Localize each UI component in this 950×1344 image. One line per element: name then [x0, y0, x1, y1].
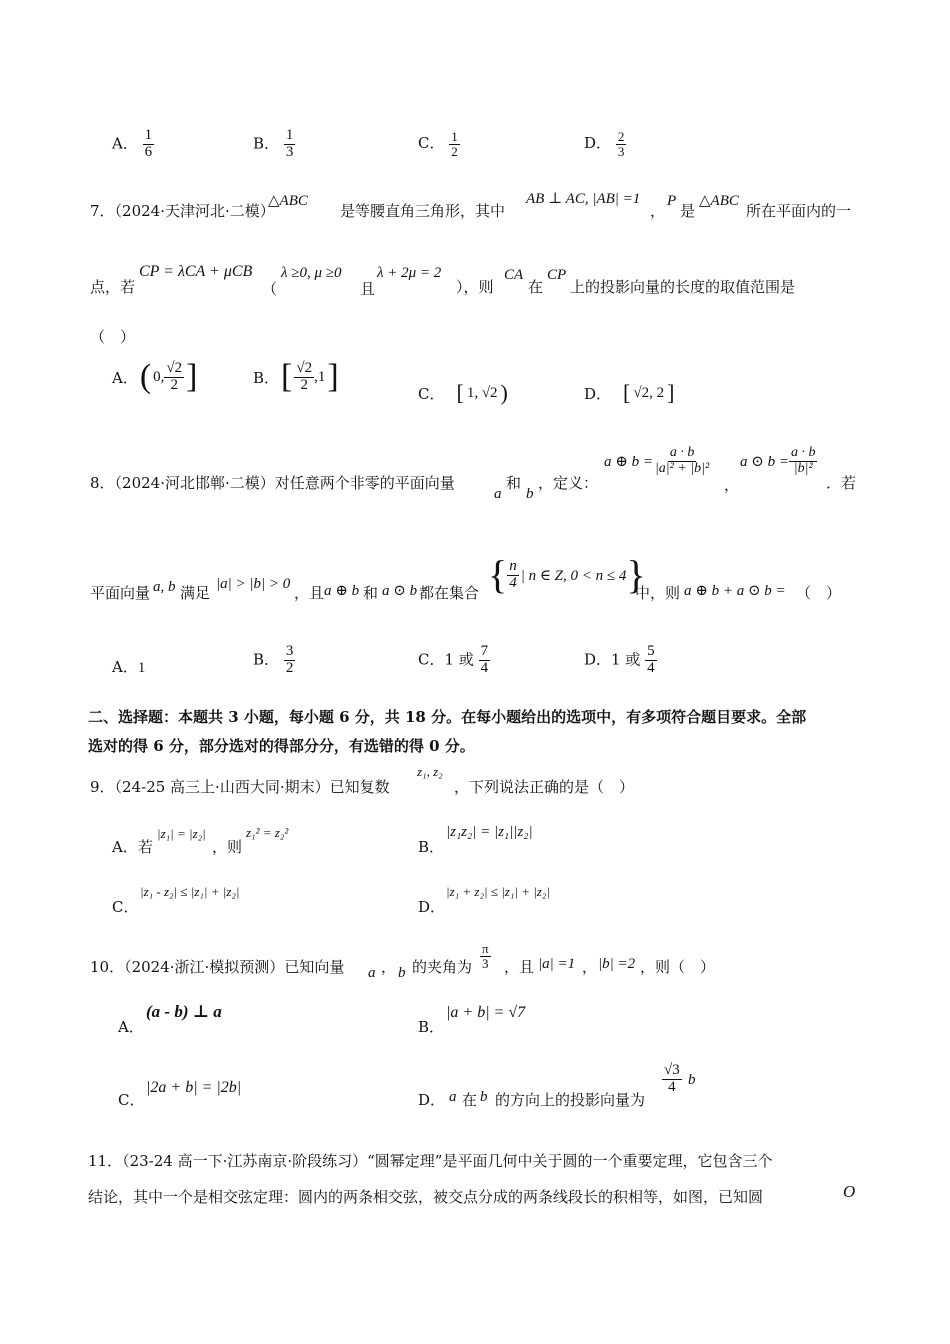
numerator: 3 — [285, 643, 294, 659]
q8-text: 和 — [506, 474, 522, 492]
denominator: 2 — [451, 143, 458, 159]
q7-text: 点，若 — [90, 278, 136, 296]
q9-option-a — [112, 836, 153, 857]
option-label: B． — [253, 134, 280, 153]
numerator: 2 — [617, 129, 625, 144]
q7-text: ），则 — [456, 278, 494, 296]
fraction — [507, 559, 519, 592]
q8-text: 和 — [363, 584, 379, 602]
numerator: 1 — [285, 127, 294, 143]
question-number: 7． — [90, 202, 115, 220]
q10-text: ，且 — [504, 958, 535, 976]
numerator: a · b — [790, 445, 816, 460]
q9-option-b — [418, 836, 444, 857]
option-label: C． — [418, 134, 445, 153]
angle-fraction — [480, 942, 491, 970]
fraction — [294, 361, 314, 394]
denominator: 4 — [668, 1078, 676, 1095]
answer-blank: （ ） — [796, 584, 842, 602]
fraction — [449, 130, 460, 158]
numerator: 1 — [451, 129, 458, 144]
denominator: 3 — [617, 143, 625, 159]
option-value: 0, — [153, 368, 165, 385]
option-label: D． — [418, 898, 446, 916]
denominator: 4 — [480, 659, 489, 676]
option-formula: |z₁ - z₂| ≤ |z₁| + |z₂| — [140, 884, 240, 899]
q6-option-b — [253, 128, 295, 161]
option-value: ,1 — [314, 368, 326, 385]
vector-b: b — [688, 1072, 696, 1088]
q9-text: 已知复数 — [329, 778, 390, 796]
q8-definition-odot — [740, 446, 817, 476]
left-brace: { — [488, 552, 508, 597]
triangle-abc: △ABC — [699, 193, 739, 209]
option-label: D． — [584, 650, 612, 669]
vector-b: b — [398, 965, 406, 981]
q9-option-d — [418, 896, 445, 917]
option-text: 的方向上的投影向量为 — [495, 1091, 646, 1109]
q7-text: ， — [650, 202, 666, 220]
numerator: 5 — [647, 643, 655, 659]
answer-blank: （ ） — [90, 328, 136, 346]
vector-b: b — [526, 486, 534, 502]
q8-text: 平面向量 — [90, 584, 151, 602]
numerator: 1 — [144, 127, 153, 143]
q7-option-a — [112, 360, 197, 394]
point-p: P — [667, 193, 677, 209]
q8-text: 满足 — [180, 584, 211, 602]
q10-text: ， — [582, 958, 598, 976]
q8-definition-oplus — [604, 446, 711, 476]
q6-option-c — [418, 130, 460, 158]
question-source: （24-25 高三上·山西大同·期末） — [114, 778, 330, 796]
numerator: π — [482, 941, 489, 956]
q8-line1 — [90, 472, 455, 493]
q8-set — [488, 552, 646, 597]
option-value: 1 或 — [444, 650, 474, 669]
option-formula: (a - b) ⊥ a — [146, 1002, 222, 1021]
q7-text: 所在平面内的一 — [746, 202, 852, 220]
option-label: B． — [418, 838, 445, 856]
q10-text: 的夹角为 — [412, 958, 473, 976]
q6-option-a — [112, 128, 154, 161]
question-number: 8． — [90, 474, 115, 492]
option-value: 1 — [137, 660, 146, 676]
q8-option-a — [112, 656, 145, 677]
option-value: 1, √2 — [466, 384, 498, 401]
q8-text: ．若 — [826, 474, 857, 492]
option-text: 若 — [137, 838, 153, 856]
option-formula: |2a + b| = |2b| — [146, 1079, 242, 1096]
option-label: A． — [112, 368, 138, 387]
fraction — [653, 446, 711, 476]
numerator: n — [509, 557, 517, 574]
q7-text: 且 — [360, 280, 376, 298]
vector-b: b — [480, 1089, 488, 1105]
fraction — [645, 644, 657, 677]
right-bracket: ] — [667, 380, 675, 405]
projection-fraction — [662, 1063, 682, 1096]
q11-line1: 11．（23-24 高一下·江苏南京·阶段练习）“圆幂定理”是平面几何中关于圆的一个重要定理，它包含三个 — [88, 1152, 773, 1170]
denominator: |a|² + |b|² — [654, 460, 710, 476]
q6-option-d — [584, 130, 626, 158]
q8-comma: ， — [724, 476, 740, 494]
q7-option-d — [584, 380, 674, 406]
q7-text: 是等腰直角三角形，其中 — [340, 202, 506, 220]
right-brace: } — [626, 552, 646, 597]
q7-condition: λ + 2μ = 2 — [377, 265, 442, 281]
q10-text: ， — [381, 958, 397, 976]
numerator: a · b — [669, 445, 695, 460]
q8-expression: a ⊕ b + a ⊙ b = — [684, 583, 786, 599]
fraction — [616, 130, 627, 158]
vector-a: a — [368, 965, 376, 981]
complex-z1-z2: z₁, z₂ — [417, 764, 443, 779]
q7-text: 上的投影向量的长度的取值范围是 — [570, 278, 796, 296]
q8-condition: |a| > |b| > 0 — [216, 576, 291, 592]
circle-o: O — [843, 1182, 856, 1201]
fraction — [789, 446, 818, 476]
option-label: A． — [112, 838, 138, 856]
right-bracket: ] — [327, 358, 339, 395]
denominator: 3 — [285, 143, 294, 160]
option-label: A． — [112, 658, 138, 676]
numerator: √2 — [166, 359, 183, 376]
q8-text: 都在集合 — [419, 584, 480, 602]
option-label: B． — [253, 650, 280, 669]
definition-lhs: a ⊙ b = — [740, 453, 789, 470]
option-result: z₁² = z₂² — [246, 825, 289, 840]
q10-line1 — [90, 956, 344, 977]
denominator: 2 — [170, 376, 179, 393]
q7-condition: λ ≥0, μ ≥0 — [281, 265, 342, 281]
q8-text: 对任意两个非零的平面向量 — [274, 474, 455, 492]
vector-ca: CA — [504, 267, 524, 283]
left-bracket: [ — [623, 380, 631, 405]
definition-lhs: a ⊕ b = — [604, 453, 653, 470]
numerator: √2 — [296, 359, 313, 376]
vectors-ab: a, b — [153, 579, 176, 595]
option-label: D． — [584, 384, 612, 403]
q10-option-a — [118, 1016, 144, 1037]
a-odot-b: a ⊙ b — [382, 583, 418, 599]
option-formula: |z₁ + z₂| ≤ |z₁| + |z₂| — [446, 884, 550, 899]
q10-text: ，则（ ） — [640, 958, 716, 976]
q10-option-d — [418, 1089, 445, 1110]
a-oplus-b: a ⊕ b — [324, 583, 360, 599]
denominator: 2 — [285, 659, 294, 676]
q8-text: ，定义： — [538, 474, 599, 492]
option-text: 在 — [462, 1091, 478, 1109]
triangle-abc: △ABC — [268, 193, 308, 209]
q7-text: 在 — [528, 278, 544, 296]
vector-a: a — [494, 486, 502, 502]
vector-a: a — [449, 1089, 457, 1105]
q7-line1 — [90, 200, 275, 221]
option-label: C． — [112, 898, 139, 916]
q8-text: 中，则 — [635, 584, 681, 602]
q11-line2: 结论，其中一个是相交弦定理：圆内的两条相交弦，被交点分成的两条线段长的积相等，如图，已知圆 — [88, 1188, 764, 1206]
section-heading: 二、选择题：本题共 3 小题，每小题 6 分，共 18 分。在每小题给出的选项中，有多项符合题目要求。全部 — [88, 708, 807, 726]
q7-text: 是 — [680, 202, 696, 220]
left-bracket: [ — [456, 380, 464, 405]
q10-text: 已知向量 — [284, 958, 345, 976]
denominator: 6 — [144, 143, 153, 160]
left-paren: ( — [139, 358, 152, 395]
q7-option-b — [253, 360, 339, 394]
option-label: C． — [418, 384, 445, 403]
fraction — [284, 128, 296, 161]
option-label: C． — [418, 650, 445, 669]
option-label: B． — [253, 368, 280, 387]
fraction — [284, 644, 296, 677]
numerator: √3 — [664, 1062, 680, 1078]
option-condition: |z₁| = |z₂| — [157, 826, 206, 841]
question-number: 9． — [90, 778, 115, 796]
fraction — [164, 361, 184, 394]
denominator: 4 — [647, 659, 655, 676]
denominator: |b|² — [793, 460, 813, 476]
option-formula: |a + b| = √7 — [446, 1004, 526, 1021]
q7-text: （ — [262, 280, 278, 298]
section-heading-line2: 选对的得 6 分，部分选对的得部分分，有选错的得 0 分。 — [88, 737, 475, 755]
option-value: √2, 2 — [633, 384, 665, 401]
set-condition: | n ∈ Z, 0 < n ≤ 4 — [520, 567, 627, 584]
vector-cp: CP — [547, 267, 567, 283]
option-label: A． — [112, 134, 138, 153]
question-source: （2024·浙江·模拟预测） — [124, 958, 285, 976]
right-paren: ) — [500, 380, 508, 405]
numerator: 7 — [480, 643, 489, 659]
denominator: 4 — [509, 574, 517, 591]
option-formula: |z₁z₂| = |z₁||z₂| — [446, 824, 533, 840]
option-label: D． — [418, 1091, 446, 1109]
q9-option-c — [112, 896, 138, 917]
fraction — [143, 128, 155, 161]
option-value: 1 或 — [611, 650, 641, 669]
question-number: 10． — [90, 958, 125, 976]
question-source: （2024·河北邯郸·二模） — [114, 474, 275, 492]
q8-option-b — [253, 644, 295, 677]
q10-option-b — [418, 1016, 444, 1037]
q9-line1 — [90, 776, 390, 797]
fraction — [479, 644, 491, 677]
denominator: 3 — [482, 955, 489, 971]
right-bracket: ] — [186, 358, 198, 395]
q7-equation: CP = λCA + μCB — [139, 263, 253, 280]
q10-condition: |b| =2 — [598, 956, 636, 972]
q7-condition: AB ⊥ AC, |AB| =1 — [526, 191, 641, 207]
q8-option-c — [418, 644, 490, 677]
option-label: D． — [584, 134, 612, 153]
q9-text: ，下列说法正确的是（ ） — [454, 778, 635, 796]
option-label: B． — [418, 1018, 445, 1036]
option-label: A． — [118, 1018, 144, 1036]
left-bracket: [ — [281, 358, 293, 395]
question-source: （2024·天津河北·二模） — [114, 202, 275, 220]
q7-option-c — [418, 380, 508, 406]
q8-text: ，且 — [294, 584, 325, 602]
q10-option-c — [118, 1089, 144, 1110]
q10-condition: |a| =1 — [538, 956, 576, 972]
q8-option-d — [584, 644, 657, 677]
denominator: 2 — [300, 376, 308, 393]
option-label: C． — [118, 1091, 145, 1109]
option-text: ，则 — [212, 838, 243, 856]
